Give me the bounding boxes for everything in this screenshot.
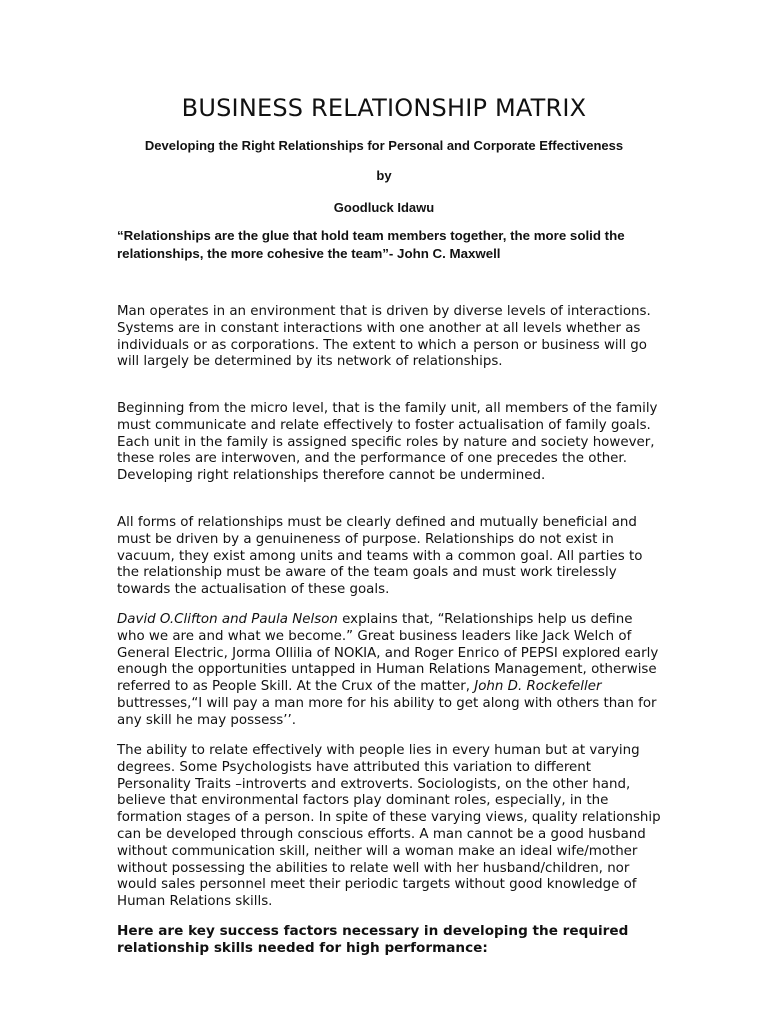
byline-label: by <box>376 168 392 183</box>
paragraph-4-text-b: buttresses,“I will pay a man more for his ability to get along with others than for any skill he may possess’’. <box>117 695 657 728</box>
paragraph-5: The ability to relate effectively with people lies in every human but at varying degrees. Some Psychologists have attributed this variation to different Personality Traits –introverts and extroverts. Sociologists, on the other hand, believe that environmental factors play dominant roles, especially, in the formation stages of a person. In spite of these varying views, quality relationship can be developed through conscious efforts. A man cannot be a good husband without communication skill, neither will a woman make an ideal wife/mother without possessing the abilities to relate well with her husband/children, nor would sales personnel meet their periodic targets without good knowledge of Human Relations skills. <box>117 743 661 910</box>
paragraph-4-text-a: explains that, “Relationships help us define who we are and what we become.” Great business leaders like Jack Welch of General Electric, Jorma Ollilia of NOKIA, and Roger Enrico of PEPSI explored early enough the opportunities untapped in Human Relations Management, otherwise referred to as People Skill. At the Crux of the matter, <box>117 612 659 695</box>
document-title: BUSINESS RELATIONSHIP MATRIX <box>181 94 587 122</box>
cited-authors: David O.Clifton and Paula Nelson <box>117 612 338 627</box>
cited-person: John D. Rockefeller <box>474 679 602 695</box>
document-subtitle: Developing the Right Relationships for Personal and Corporate Effectiveness <box>144 138 624 153</box>
paragraph-2: Beginning from the micro level, that is the family unit, all members of the family must communicate and relate effectively to foster actualisation of family goals. Each unit in the family is assigned specific roles by nature and society however, these roles are interwoven, and the performance of one precedes the other. Developing right relationships therefore cannot be undermined. <box>117 401 658 484</box>
section-heading: Here are key success factors necessary in developing the required relationship skills needed for high performance: <box>117 923 629 956</box>
paragraph-4 <box>117 612 662 730</box>
author-name: Goodluck Idawu <box>333 200 435 215</box>
paragraph-3: All forms of relationships must be clearly defined and mutually beneficial and must be driven by a genuineness of purpose. Relationships do not exist in vacuum, they exist among units and teams with a common goal. All parties to the relationship must be aware of the team goals and must work tirelessly towards the actualisation of these goals. <box>117 515 643 598</box>
paragraph-1: Man operates in an environment that is driven by diverse levels of interactions. Systems are in constant interactions with one another at all levels whether as individuals or as corporations. The extent to which a person or business will go will largely be determined by its network of relationships. <box>117 304 651 370</box>
epigraph-quote: “Relationships are the glue that hold team members together, the more solid the relationships, the more cohesive the team”- John C. Maxwell <box>117 228 625 261</box>
